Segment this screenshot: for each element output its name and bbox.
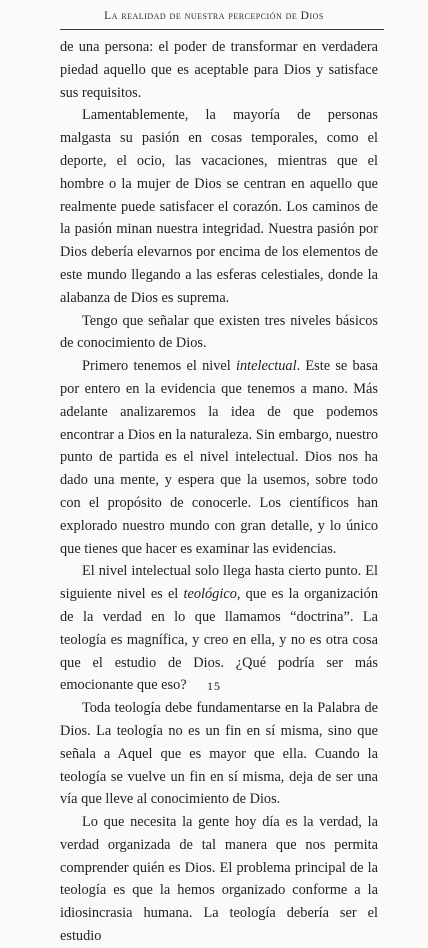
paragraph — [60, 560, 378, 697]
paragraph — [60, 104, 378, 309]
paragraph — [60, 697, 378, 811]
paragraph — [60, 310, 378, 356]
text-run: Lo que necesita la gente hoy día es la verdad, la verdad organizada de tal manera que nos permita comprender quién es Dios. El problema principal de la teología es que la hemos organizado conforme a la idiosincrasia humana. La teología debería ser el estudio — [60, 814, 378, 945]
body-text — [60, 36, 378, 948]
text-run: de una persona: el poder de transformar en verdadera piedad aquello que es aceptable para Dios y satisface sus requisitos. — [60, 39, 378, 101]
text-run: Primero tenemos el nivel — [82, 358, 237, 375]
italic-term: intelectual — [236, 358, 297, 375]
page-number: 15 — [207, 679, 221, 693]
text-run: Tengo que señalar que existen tres niveles básicos de conocimiento de Dios. — [60, 312, 378, 352]
italic-term: teológico — [183, 586, 237, 603]
paragraph — [60, 811, 378, 948]
running-head: La realidad de nuestra percepción de Dios — [104, 10, 324, 22]
header-rule — [60, 29, 384, 30]
text-run: El nivel intelectual solo llega hasta cierto punto. El siguiente nivel es el — [60, 563, 378, 603]
text-run: . Este se basa por entero en la evidencia que tenemos a mano. Más adelante analizaremos la idea de que podemos encontrar a Dios en la naturaleza. Sin embargo, nuestro punto de partida es el nivel intelectual. Dios nos ha dado una mente, y espera que la usemos, sobre todo con el propósito de conocerle. Los científicos han explorado nuestro mundo con gran detalle, y lo único que tienes que hacer es examinar las evidencias. — [60, 358, 378, 557]
paragraph — [60, 36, 378, 104]
text-run: , que es la organización de la verdad en lo que llamamos “doctrina”. La teología es magnífica, y creo en ella, y no es otra cosa que el estudio de Dios. ¿Qué podría ser más emocionante que eso? — [60, 586, 378, 694]
text-run: Lamentablemente, la mayoría de personas malgasta su pasión en cosas temporales, como el deporte, el ocio, las vacaciones, mientras que el hombre o la mujer de Dios se centran en aquello que realmente puede satisfacer el corazón. Los caminos de la pasión minan nuestra integridad. Nuestra pasión por Dios debería elevarnos por encima de los elementos de este mundo llegando a las esferas celestiales, donde la alabanza de Dios es suprema. — [60, 107, 378, 306]
paragraph — [60, 355, 378, 560]
text-run: Toda teología debe fundamentarse en la Palabra de Dios. La teología no es un fin en sí misma, sino que señala a Aquel que es mayor que ella. Cuando la teología se vuelve un fin en sí misma, deja de ser una vía que lleve al conocimiento de Dios. — [60, 700, 378, 808]
